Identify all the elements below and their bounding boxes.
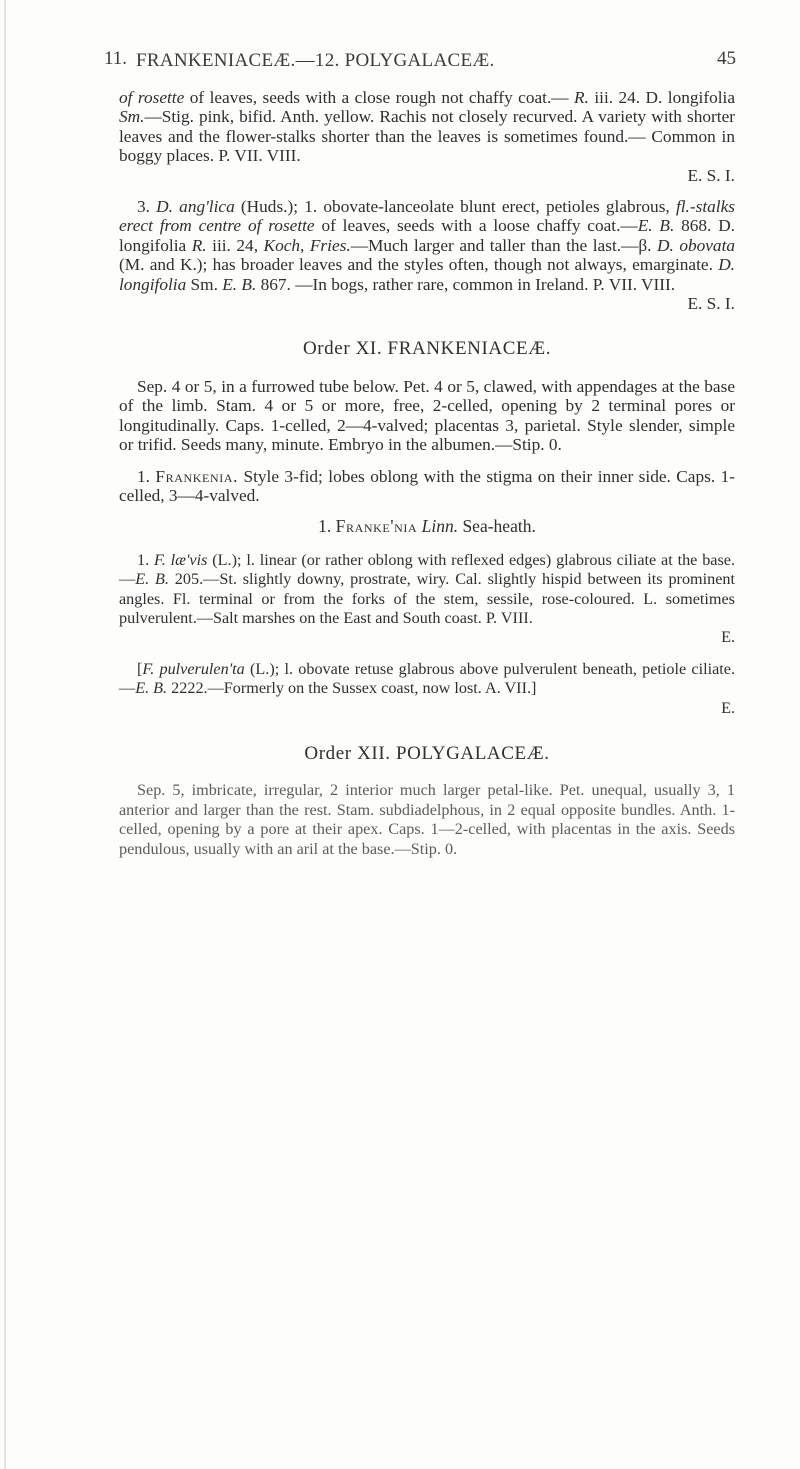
italic-text-run: F. læ'vis <box>153 550 208 569</box>
order-heading-polygalaceae: Order XII. POLYGALACEÆ. <box>304 742 550 764</box>
species-entry-frankenia-pulverulenta <box>119 660 735 718</box>
text-run: 2222.—Formerly on the Sussex coast, now lost. A. VII.] <box>167 679 537 698</box>
species-entry-drosera-longifolia-tail <box>119 88 735 185</box>
page-gutter-edge <box>4 0 6 1469</box>
genus-common-name: Sea-heath. <box>462 516 536 537</box>
text-run: 1. <box>137 550 154 569</box>
italic-text-run: Sm. <box>119 107 145 127</box>
genus-key-text: Style 3-fid; lobes oblong with the stigma on their inner side. Caps. 1-celled, 3—4-valved. <box>119 466 735 505</box>
page-body <box>119 88 735 871</box>
text-run: Sm. <box>186 274 223 294</box>
italic-text-run: E. B. <box>222 274 257 294</box>
text-run: (Huds.); 1. obovate-lanceolate blunt erect, petioles glabrous, <box>234 197 676 217</box>
distribution-code: E. S. I. <box>687 294 735 314</box>
genus-authority: Linn. <box>421 516 459 537</box>
text-run: iii. 24. D. longifolia <box>588 88 735 107</box>
running-head-title: FRANKENIACEÆ.—12. POLYGALACEÆ. <box>136 50 495 71</box>
page-number: 45 <box>717 48 736 69</box>
text-run: 205.—St. slightly downy, prostrate, wiry. Cal. slightly hispid between its prominent angles. Fl. terminal or from the forks of the stem, sessile, rose-coloured. L. sometimes pulverulent.—Salt marshes on the East and South coast. P. VIII. <box>119 570 735 627</box>
running-head-section: 11. <box>104 48 128 69</box>
text-run: 868. D. longifolia <box>119 216 735 255</box>
text-run: (M. and K.); has broader leaves and the styles often, though not always, emarginate. <box>119 255 719 275</box>
genus-key-frankenia <box>119 467 735 506</box>
text-run: [ <box>137 659 143 678</box>
text-run: of leaves, seeds with a loose chaffy coat.— <box>314 216 638 236</box>
italic-text-run: D. longifolia <box>119 255 735 294</box>
distribution-code: E. <box>721 628 735 647</box>
order-heading-frankeniaceae: Order XI. FRANKENIACEÆ. <box>302 338 552 360</box>
paragraph-text <box>119 551 735 627</box>
genus-key-number: 1. <box>137 466 150 486</box>
italic-text-run: F. pulverulen'ta <box>142 659 245 678</box>
italic-text-run: E. B. <box>135 679 168 698</box>
order-description-polygalaceae: Sep. 5, imbricate, irregular, 2 interior much larger petal-like. Pet. unequal, usually 3, 1 anterior and larger than the rest. Stam. subdiadelphous, in 2 equal opposite bundles. Anth. 1-celled, opening by a pore at their apex. Caps. 1—2-celled, with placentas in the axis. Seeds pendulous, usually with an aril at the base.—Stip. 0. <box>119 781 735 858</box>
genus-number: 1. <box>318 516 332 537</box>
running-head <box>104 48 736 78</box>
italic-text-run: Koch, Fries. <box>263 235 351 255</box>
italic-text-run: E. B. <box>135 570 169 589</box>
italic-text-run: fl.-stalks erect from centre of rosette <box>119 197 735 236</box>
text-run: —Much larger and taller than the last.—β. <box>350 235 657 255</box>
text-run: 3. <box>137 197 157 217</box>
text-run: (L.); l. obovate retuse glabrous above pulverulent beneath, petiole ciliate.— <box>119 659 735 698</box>
genus-heading-frankenia <box>119 517 735 536</box>
italic-text-run: D. obovata <box>657 235 736 255</box>
distribution-code: E. S. I. <box>687 165 735 185</box>
species-entry-drosera-anglica <box>119 197 735 313</box>
italic-text-run: D. ang'lica <box>156 197 235 217</box>
text-run: iii. 24, <box>206 235 264 255</box>
distribution-code: E. <box>721 698 735 717</box>
paragraph-text <box>119 197 735 294</box>
text-run: 867. —In bogs, rather rare, common in Ireland. P. VII. VIII. <box>256 274 676 294</box>
italic-text-run: E. B. <box>637 216 675 236</box>
italic-text-run: R. <box>574 88 589 107</box>
text-run: —Stig. pink, bifid. Anth. yellow. Rachis not closely recurved. A variety with shorter leaves and the flower-stalks shorter than the leaves is sometimes found.— Common in boggy places. P. VII. VIII. <box>119 107 735 166</box>
italic-text-run: of rosette <box>119 88 185 107</box>
italic-text-run: R. <box>191 235 207 255</box>
genus-key-name: Frankenia. <box>155 466 239 486</box>
paragraph-text <box>119 660 735 697</box>
text-run: of leaves, seeds with a close rough not chaffy coat.— <box>184 88 574 107</box>
paragraph-text <box>119 88 735 165</box>
text-run: (L.); l. linear (or rather oblong with reflexed edges) glabrous ciliate at the base.— <box>119 550 736 589</box>
genus-name: Franke'nia <box>335 516 418 537</box>
order-description-frankeniaceae: Sep. 4 or 5, in a furrowed tube below. Pet. 4 or 5, clawed, with appendages at the base of the limb. Stam. 4 or 5 or more, free, 2-celled, opening by 2 terminal pores or longitudinally. Caps. 1-celled, 2—4-valved; placentas 3, parietal. Style slender, simple or trifid. Seeds many, minute. Embryo in the albumen.—Stip. 0. <box>119 376 735 455</box>
species-entry-frankenia-laevis <box>119 551 735 648</box>
